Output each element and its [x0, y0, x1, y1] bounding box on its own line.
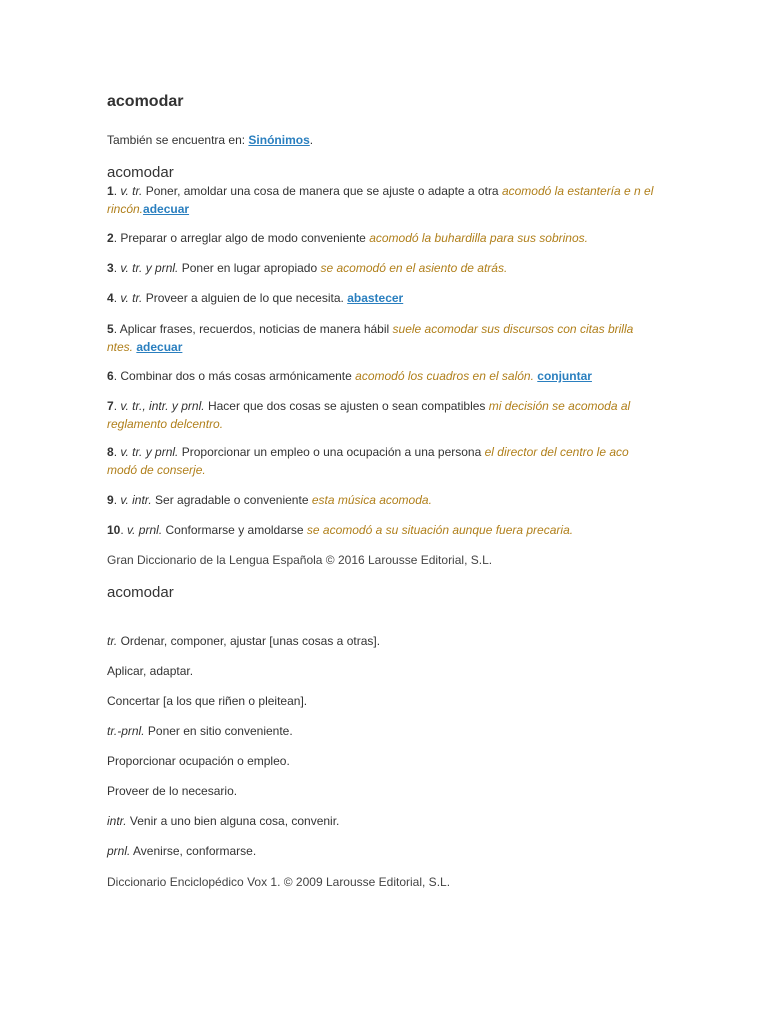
definition: [107, 754, 658, 768]
definition: 7. v. tr., intr. y prnl. Hacer que dos cosas se ajusten o sean compatibles mi decisión se acomoda al reglamento delcentro.: [107, 399, 631, 431]
also-found-prefix: También se encuentra en:: [107, 133, 249, 147]
example-text: se acomodó a su situación aunque fuera precaria.: [306, 523, 574, 537]
dict2-headword: acomodar: [107, 584, 174, 601]
definition-text: Aplicar frases, recuerdos, noticias de manera hábil: [119, 322, 390, 336]
grammar-tag: v. tr. y prnl.: [120, 445, 179, 459]
page-title: acomodar: [107, 93, 184, 110]
grammar-tag: v. tr.: [120, 291, 143, 305]
also-found-line: [107, 133, 658, 147]
synonym-link-abastecer[interactable]: abastecer: [347, 291, 404, 305]
definition-text: Conformarse y amoldarse: [165, 523, 304, 537]
definition-text: Proveer a alguien de lo que necesita.: [145, 291, 344, 305]
grammar-tag: tr.: [107, 634, 118, 648]
example-text: mi decisión se acomoda al reglamento delcentro.: [107, 399, 631, 431]
definition-text: Concertar [a los que riñen o pleitean].: [107, 694, 308, 708]
dict2-source: Diccionario Enciclopédico Vox 1. © 2009 Larousse Editorial, S.L.: [107, 875, 451, 889]
definition: [107, 634, 658, 648]
example-text: acomodó la buhardilla para sus sobrinos.: [369, 231, 588, 245]
sinonimos-link[interactable]: Sinónimos: [248, 133, 310, 147]
definition-number: 4: [107, 291, 114, 305]
example-text: el director del centro le aco modó de conserje.: [107, 445, 629, 477]
definition-number: 6: [107, 369, 114, 383]
example-text: esta música acomoda.: [311, 493, 432, 507]
example-text: acomodó los cuadros en el salón.: [355, 369, 534, 383]
definition-text: Ordenar, componer, ajustar [unas cosas a otras].: [120, 634, 381, 648]
definition: 2. Preparar o arreglar algo de modo conveniente acomodó la buhardilla para sus sobrinos.: [107, 231, 588, 245]
dict1-headword: acomodar: [107, 164, 174, 181]
definition-number: 5: [107, 322, 114, 336]
definition: [107, 784, 658, 798]
definition: 4. v. tr. Proveer a alguien de lo que necesita. abastecer: [107, 291, 404, 305]
definition: 9. v. intr. Ser agradable o conveniente esta música acomoda.: [107, 493, 432, 507]
grammar-tag: v. prnl.: [127, 523, 163, 537]
definition-number: 7: [107, 399, 114, 413]
also-found-suffix: .: [309, 133, 314, 147]
definition-text: Hacer que dos cosas se ajusten o sean compatibles: [207, 399, 486, 413]
definition-number: 10: [107, 523, 121, 537]
definition-number: 8: [107, 445, 114, 459]
synonym-link-adecuar[interactable]: adecuar: [136, 340, 183, 354]
definition: 6. Combinar dos o más cosas armónicamente acomodó los cuadros en el salón. conjuntar: [107, 369, 592, 383]
definition: [107, 664, 658, 678]
dict1-source: Gran Diccionario de la Lengua Española © 2016 Larousse Editorial, S.L.: [107, 553, 493, 567]
definition-text: Ser agradable o conveniente: [155, 493, 309, 507]
definition-text: Poner en lugar apropiado: [181, 261, 318, 275]
grammar-tag: prnl.: [107, 844, 131, 858]
definition-number: 2: [107, 231, 114, 245]
synonym-link-conjuntar[interactable]: conjuntar: [537, 369, 592, 383]
grammar-tag: v. tr., intr. y prnl.: [120, 399, 205, 413]
definition: [107, 814, 658, 828]
grammar-tag: v. intr.: [120, 493, 152, 507]
definition-text: Proveer de lo necesario.: [107, 784, 238, 798]
definition-text: Proporcionar un empleo o una ocupación a una persona: [181, 445, 482, 459]
definition-number: 9: [107, 493, 114, 507]
definition-text: Preparar o arreglar algo de modo conveniente: [120, 231, 366, 245]
example-text: acomodó la estantería e n el rincón.: [107, 184, 654, 216]
definition: [107, 694, 658, 708]
definition-text: Aplicar, adaptar.: [107, 664, 194, 678]
grammar-tag: tr.-prnl.: [107, 724, 145, 738]
definition: 10. v. prnl. Conformarse y amoldarse se acomodó a su situación aunque fuera precaria.: [107, 523, 574, 537]
definition: [107, 724, 658, 738]
definition: 5. Aplicar frases, recuerdos, noticias de manera hábil suele acomodar sus discursos con citas brilla ntes. adecuar: [107, 322, 634, 354]
definition: 1. v. tr. Poner, amoldar una cosa de manera que se ajuste o adapte a otra acomodó la estantería e n el rincón.adecuar: [107, 184, 654, 216]
example-text: suele acomodar sus discursos con citas brilla ntes.: [107, 322, 634, 354]
definition: 8. v. tr. y prnl. Proporcionar un empleo o una ocupación a una persona el director del centro le aco modó de conserje.: [107, 445, 629, 477]
grammar-tag: intr.: [107, 814, 127, 828]
definition: 3. v. tr. y prnl. Poner en lugar apropiado se acomodó en el asiento de atrás.: [107, 261, 508, 275]
definition-text: Venir a uno bien alguna cosa, convenir.: [129, 814, 340, 828]
definition-text: Proporcionar ocupación o empleo.: [107, 754, 290, 768]
synonym-link-adecuar[interactable]: adecuar: [143, 202, 190, 216]
grammar-tag: v. tr. y prnl.: [120, 261, 179, 275]
definition-number: 1: [107, 184, 114, 198]
definition-number: 3: [107, 261, 114, 275]
definition-text: Poner, amoldar una cosa de manera que se ajuste o adapte a otra: [145, 184, 499, 198]
definition: [107, 844, 658, 858]
definition-text: Combinar dos o más cosas armónicamente: [120, 369, 352, 383]
definition-text: Avenirse, conformarse.: [133, 844, 257, 858]
definition-text: Poner en sitio conveniente.: [147, 724, 293, 738]
example-text: se acomodó en el asiento de atrás.: [320, 261, 508, 275]
grammar-tag: v. tr.: [120, 184, 143, 198]
